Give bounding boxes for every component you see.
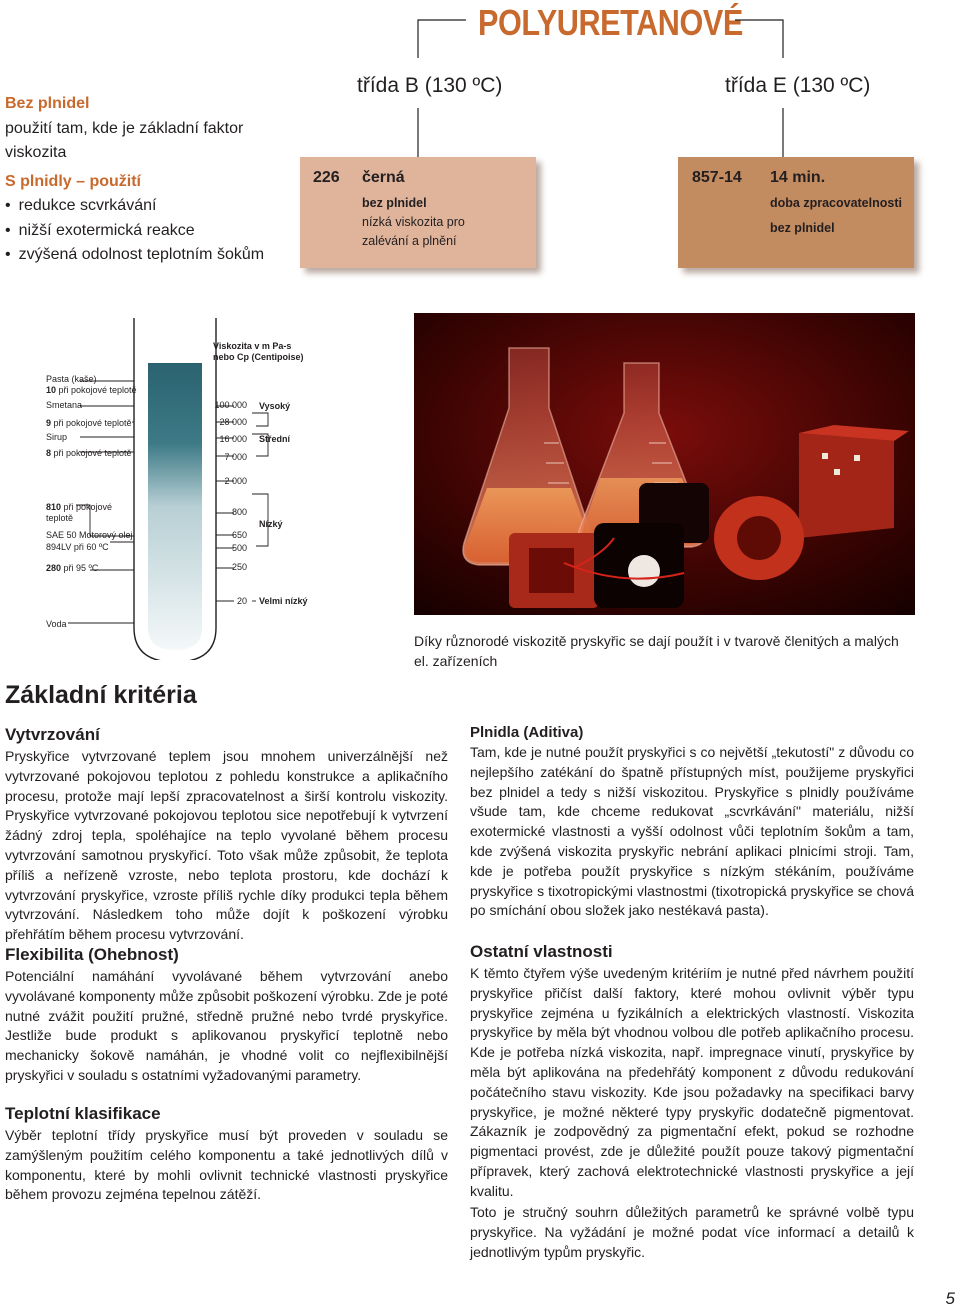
- no-filler-heading: Bez plnidel: [5, 95, 90, 112]
- temperature-class-text: Výběr teplotní třídy pryskyřice musí být proveden v souladu se zamýšleným použitím celého komponentu a také jednotlivých dílů v komponentu, které by mohli ovlivnit technické vlastnosti pryskyřice během provozu zejména tepelnou zátěží.: [5, 1127, 448, 1203]
- material-sae: SAE 50 Motorový olej: [46, 530, 133, 540]
- material-810: 810 při pokojové: [46, 502, 113, 512]
- material-smetana-temp: 9 při pokojové teplotě: [46, 418, 132, 428]
- product-name: černá: [362, 169, 405, 186]
- product-name: 14 min.: [770, 169, 826, 186]
- other-properties-heading: Ostatní vlastnosti: [470, 942, 613, 961]
- page-title: POLYURETANOVÉ: [478, 2, 743, 43]
- right-column: [470, 942, 914, 1202]
- product-line: zalévání a plnění: [362, 234, 457, 248]
- product-box-857-14: [678, 157, 914, 268]
- level-low: Nízký: [259, 519, 283, 529]
- curing-heading: Vytvrzování: [5, 725, 100, 744]
- filler-bullets: [5, 194, 295, 268]
- viscosity-value: 650: [231, 530, 247, 540]
- material-810-line2: teplotě: [46, 513, 74, 523]
- intro-text: [5, 92, 295, 268]
- product-line: bez plnidel: [362, 196, 427, 210]
- product-photo: [414, 313, 915, 615]
- left-column: [5, 1104, 448, 1205]
- viscosity-value: 250: [231, 562, 247, 572]
- level-very-low: Velmi nízký: [259, 596, 308, 606]
- temperature-class-heading: Teplotní klasifikace: [5, 1104, 161, 1123]
- viscosity-value: 7 000: [224, 452, 247, 462]
- viscosity-value: 100 000: [214, 400, 247, 410]
- product-line: bez plnidel: [770, 221, 835, 235]
- viscosity-value: 2 000: [224, 476, 247, 486]
- bullet-item: • nižší exotermická reakce: [5, 219, 295, 244]
- class-e-label: třída E (130 ºC): [725, 74, 871, 97]
- viscosity-value: 28 000: [219, 417, 247, 427]
- product-code: 226: [313, 169, 340, 186]
- bullet-item: • zvýšená odolnost teplotním šokům: [5, 243, 295, 268]
- viscosity-value: 500: [231, 543, 247, 553]
- photo-caption: Díky různorodé viskozitě pryskyřic se dají použít i v tvarově členitých a malých el. zařízeních: [414, 633, 899, 669]
- right-column: [470, 1203, 914, 1262]
- viscosity-value: 16 000: [219, 434, 247, 444]
- material-voda: Voda: [46, 619, 67, 629]
- other-properties-text: K těmto čtyřem výše uvedeným kritériím je nutné před návrhem použití pryskyřice přičíst další faktory, které mohou ovlivnit výběr typu pryskyřice zejména u fyzikálních a elektrických vlastností. Viskozita pryskyřice by měla být vhodnou volbou dle potřeb aplikačního procesu. Kde je potřeba nízká viskozita, např. impregnace vinutí, pryskyřice by měla být aplikována na předehřátý komponent z důvodu redukování počátečního stavu viskozity. Kde jsou požadavky na specifikaci barvy pryskyřice, je možné některé typy pryskyřic dodatečně pigmentovat. Zákazník je zodpovědný za pigmentační efekt, pokud se rozhodne pigmentaci provést, zde je důležité použít pouze takový pigmentační přípravek, který zachová elektrotechnické vlastnosti pryskyřice a její kvalitu.: [470, 965, 914, 1199]
- filler-heading: S plnidly – použití: [5, 172, 141, 190]
- material-280: 280 při 95 ºC: [46, 563, 99, 573]
- level-medium: Střední: [259, 434, 291, 444]
- curing-text: Pryskyřice vytvrzované teplem jsou mnohem univerzálnější než vytvrzované pokojovou teplotou z pohledu konstrukce a aplikačního procesu, protože mají lepší zpracovatelnost a širší kontrolu viskozity. Pryskyřice vytvrzované pokojovou teplotou sice nepotřebují k vytvrzení žádný zdroj tepla, spoléhajíce na teplo vyvolané během procesu vytvrzování samotnou pryskyřicí. Toto však může způsobit, že teplota příliš a neřízeně vzroste, nebo teplota prostoru, kde dochází k vytvrzování pryskyřice, vzroste příliš rychle díky produkci tepla během vytvrzování. Následkem toho může dojít k poškození výrobku přehřátím během procesu vytvrzování.: [5, 748, 448, 943]
- level-high: Vysoký: [259, 401, 291, 411]
- material-pasta: Pasta (kaše): [46, 374, 97, 384]
- page-number: 5: [945, 1289, 955, 1308]
- viscosity-header: Viskozita v m Pa-s: [213, 341, 292, 351]
- fillers-heading: Plnidla (Aditiva): [470, 724, 584, 741]
- left-column: [5, 945, 448, 1086]
- viscosity-value: 800: [231, 507, 247, 517]
- flexibility-text: Potenciální namáhání vyvolávané během vytvrzování anebo vyvolávané komponenty může způsobit poškození výrobku. Zde je poté nutné zvážit použití pružné, středně pružné nebo tvrdé pryskyřice. Jestliže bude produkt s aplikovanou pryskyřicí teplotně nebo mechanicky šokově namáhán, je vhodné volit co nejflexibilnější pryskyřici v souladu s ostatními vyžadovanými parametry.: [5, 968, 448, 1083]
- material-smetana: Smetana: [46, 400, 83, 410]
- section-title: Základní kritéria: [5, 681, 197, 709]
- right-column: [470, 724, 914, 921]
- fillers-text: Tam, kde je nutné použít pryskyřici s co největší „tekutostí" z důvodu co nejlepšího zatékání do špatně přístupných míst, použijeme pryskyřici bez plnidel a tedy s nižší viskozitou. Pryskyřice s plnidly používáme všude tam, kde chceme redukovat „scvrkávání" materiálu, nižší exotermické vlastnosti a vyšší odolnost vůči teplotním šokům a tam, kde zvýšená viskozita pryskyřic nebrání aplikaci plnicími stroji. Tam, kde je potřeba použít pryskyřice s nízkým stékáním, používáme pryskyřice s tixotropickými vlastnostmi (tixotropická pryskyřice se chová po smíchání obou složek jako nestékavá pasta).: [470, 744, 914, 919]
- viscosity-header: nebo Cp (Centipoise): [213, 352, 304, 362]
- product-line: doba zpracovatelnosti: [770, 196, 902, 210]
- test-tube: [148, 363, 202, 650]
- bullet-item: • redukce scvrkávání: [5, 194, 295, 219]
- viscosity-value: 20: [236, 596, 247, 606]
- summary-text: Toto je stručný souhrn důležitých parametrů ke správné volbě typu pryskyřice. Na vyžádání je možné podat více informací a detailů k jednotlivým typům pryskyřic.: [470, 1204, 914, 1260]
- product-line: nízká viskozita pro: [362, 215, 465, 229]
- material-sae-temp: 894LV při 60 ºC: [46, 542, 109, 552]
- no-filler-text: použití tam, kde je základní faktor viskozita: [5, 119, 244, 161]
- flexibility-heading: Flexibilita (Ohebnost): [5, 945, 179, 964]
- material-sirup-temp: 8 při pokojové teplotě: [46, 448, 132, 458]
- left-column: [5, 725, 448, 945]
- product-code: 857-14: [692, 169, 742, 186]
- material-sirup: Sirup: [46, 432, 68, 442]
- class-b-label: třída B (130 ºC): [357, 74, 503, 97]
- product-box-226: [300, 157, 536, 268]
- material-pasta-temp: 10 při pokojové teplotě: [46, 385, 137, 395]
